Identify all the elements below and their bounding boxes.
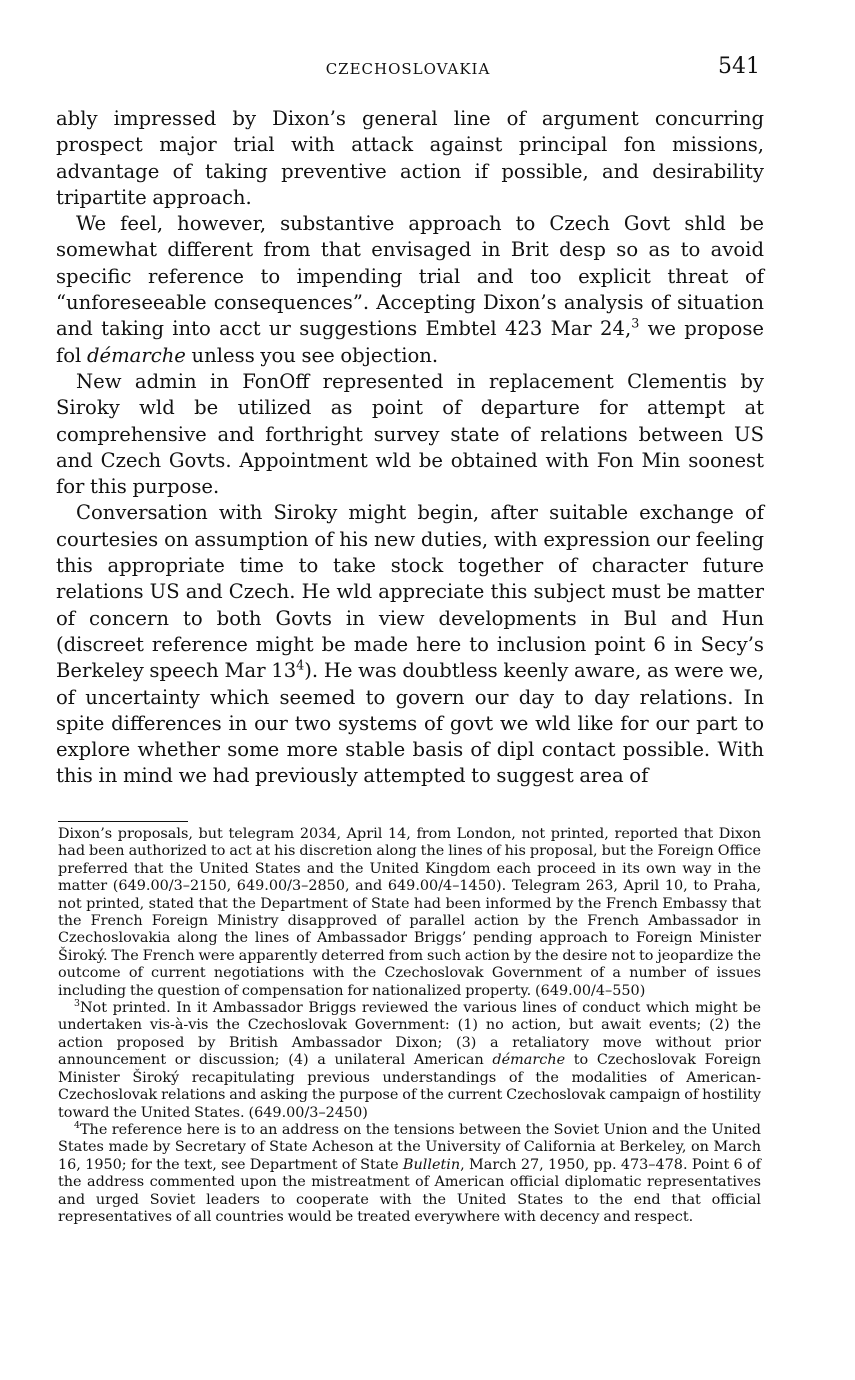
footnote-4-italic-title: Bulletin [402, 1156, 461, 1173]
footnote-3 [58, 1000, 761, 1122]
footnote-4 [58, 1122, 761, 1226]
footnote-ref-4: 4 [296, 658, 305, 674]
footnote-4-number: 4 [74, 1120, 80, 1132]
footnote-divider [58, 821, 188, 822]
paragraph-2-text-b: we propose fol [56, 317, 764, 367]
paragraph-2 [56, 211, 764, 369]
paragraph-2-italic-term: démarche [86, 343, 186, 367]
footnote-4-text-a: The reference here is to an address on the tensions between the Soviet Union and the United States made by Secretary of State Acheson at the University of California at Berkeley, on March 16, 1950; for the text, see Department of State [58, 1121, 761, 1173]
paragraph-3 [56, 369, 764, 500]
running-head [56, 54, 760, 84]
paragraph-2-text-c: unless you see objection. [185, 343, 439, 367]
page-number: 541 [718, 54, 760, 79]
footnote-ref-3: 3 [631, 316, 640, 332]
footnote-continuation-text: Dixon’s proposals, but telegram 2034, April 14, from London, not printed, reported that Dixon had been authorized to act at his discretion along the lines of his proposal, but the Foreign Office preferred that the United States and the United Kingdom each proceed in its own way in the matter (649.00/3–2150, 649.00/3–2850, and 649.00/4–1450). Telegram 263, April 10, to Praha, not printed, stated that the Department of State had been informed by the French Embassy that the French Foreign Ministry disapproved of parallel action by the French Ambassador in Czechoslovakia along the lines of Ambassador Briggs’ pending approach to Foreign Minister Široký. The French were apparently deterred from such action by the desire not to jeopardize the outcome of current negotiations with the Czechoslovak Government of a number of issues including the question of compensation for nationalized property. (649.00/4–550) [58, 826, 761, 999]
footnote-continuation [58, 826, 761, 1000]
footnotes [58, 826, 761, 1226]
paragraph-4-text-a: Conversation with Siroky might begin, after suitable exchange of courtesies on assumption of his new duties, with expression our feeling this appropriate time to take stock together of character future relations US and Czech. He wld appreciate this subject must be matter of concern to both Govts in view developments in Bul and Hun (discreet reference might be made here to inclusion point 6 in Secy’s Berkeley speech Mar 13 [56, 501, 764, 683]
footnote-3-text-a: Not printed. In it Ambassador Briggs reviewed the various lines of conduct which might be undertaken vis-à-vis the Czechoslovak Government: (1) no action, but await events; (2) the action proposed by British Ambassador Dixon; (3) a retaliatory move without prior announcement or discussion; (4) a unilateral American [58, 1000, 761, 1069]
paragraph-4-text-b: ). He was doubtless keenly aware, as were we, of uncertainty which seemed to govern our day to day relations. In spite differences in our two systems of govt we wld like for our part to explore whether some more stable basis of dipl contact possible. With this in mind we had previously attempted to suggest area of [56, 659, 764, 788]
paragraph-3-text: New admin in FonOff represented in replacement Clementis by Siroky wld be utilized as point of departure for attempt at comprehensive and forthright survey state of relations between US and Czech Govts. Appointment wld be obtained with Fon Min soonest for this purpose. [56, 369, 764, 499]
paragraph-2-text-a: We feel, however, substantive approach to Czech Govt shld be somewhat different from that envisaged in Brit desp so as to avoid specific reference to impending trial and too explicit threat of “unforeseeable consequences”. Accepting Dixon’s analysis of situation and taking into acct ur suggestions Embtel 423 Mar 24, [56, 212, 764, 341]
footnote-4-text-b: , March 27, 1950, pp. 473–478. Point 6 of the address commented upon the mistreatment of American official diplomatic representatives and urged Soviet leaders to cooperate with the United States to the end that official representatives of all countries would be treated everywhere with decency and respect. [58, 1156, 761, 1225]
paragraph-1 [56, 106, 764, 211]
body-text [56, 106, 764, 790]
footnote-3-italic-term: démarche [492, 1052, 566, 1069]
footnote-3-text-b: to Czechoslovak Foreign Minister Široký recapitulating previous understandings of the modalities of American-Czechoslovak relations and asking the purpose of the current Czechoslovak campaign of hostility toward the United States. (649.00/3–2450) [58, 1052, 762, 1121]
paragraph-4 [56, 500, 764, 789]
footnote-3-number: 3 [74, 998, 80, 1010]
paragraph-1-text: ably impressed by Dixon’s general line of argument concurring prospect major trial with attack against principal fon missions, advantage of taking preventive action if possible, and desirability tripartite approach. [56, 107, 764, 209]
running-head-title: CZECHOSLOVAKIA [325, 60, 491, 78]
